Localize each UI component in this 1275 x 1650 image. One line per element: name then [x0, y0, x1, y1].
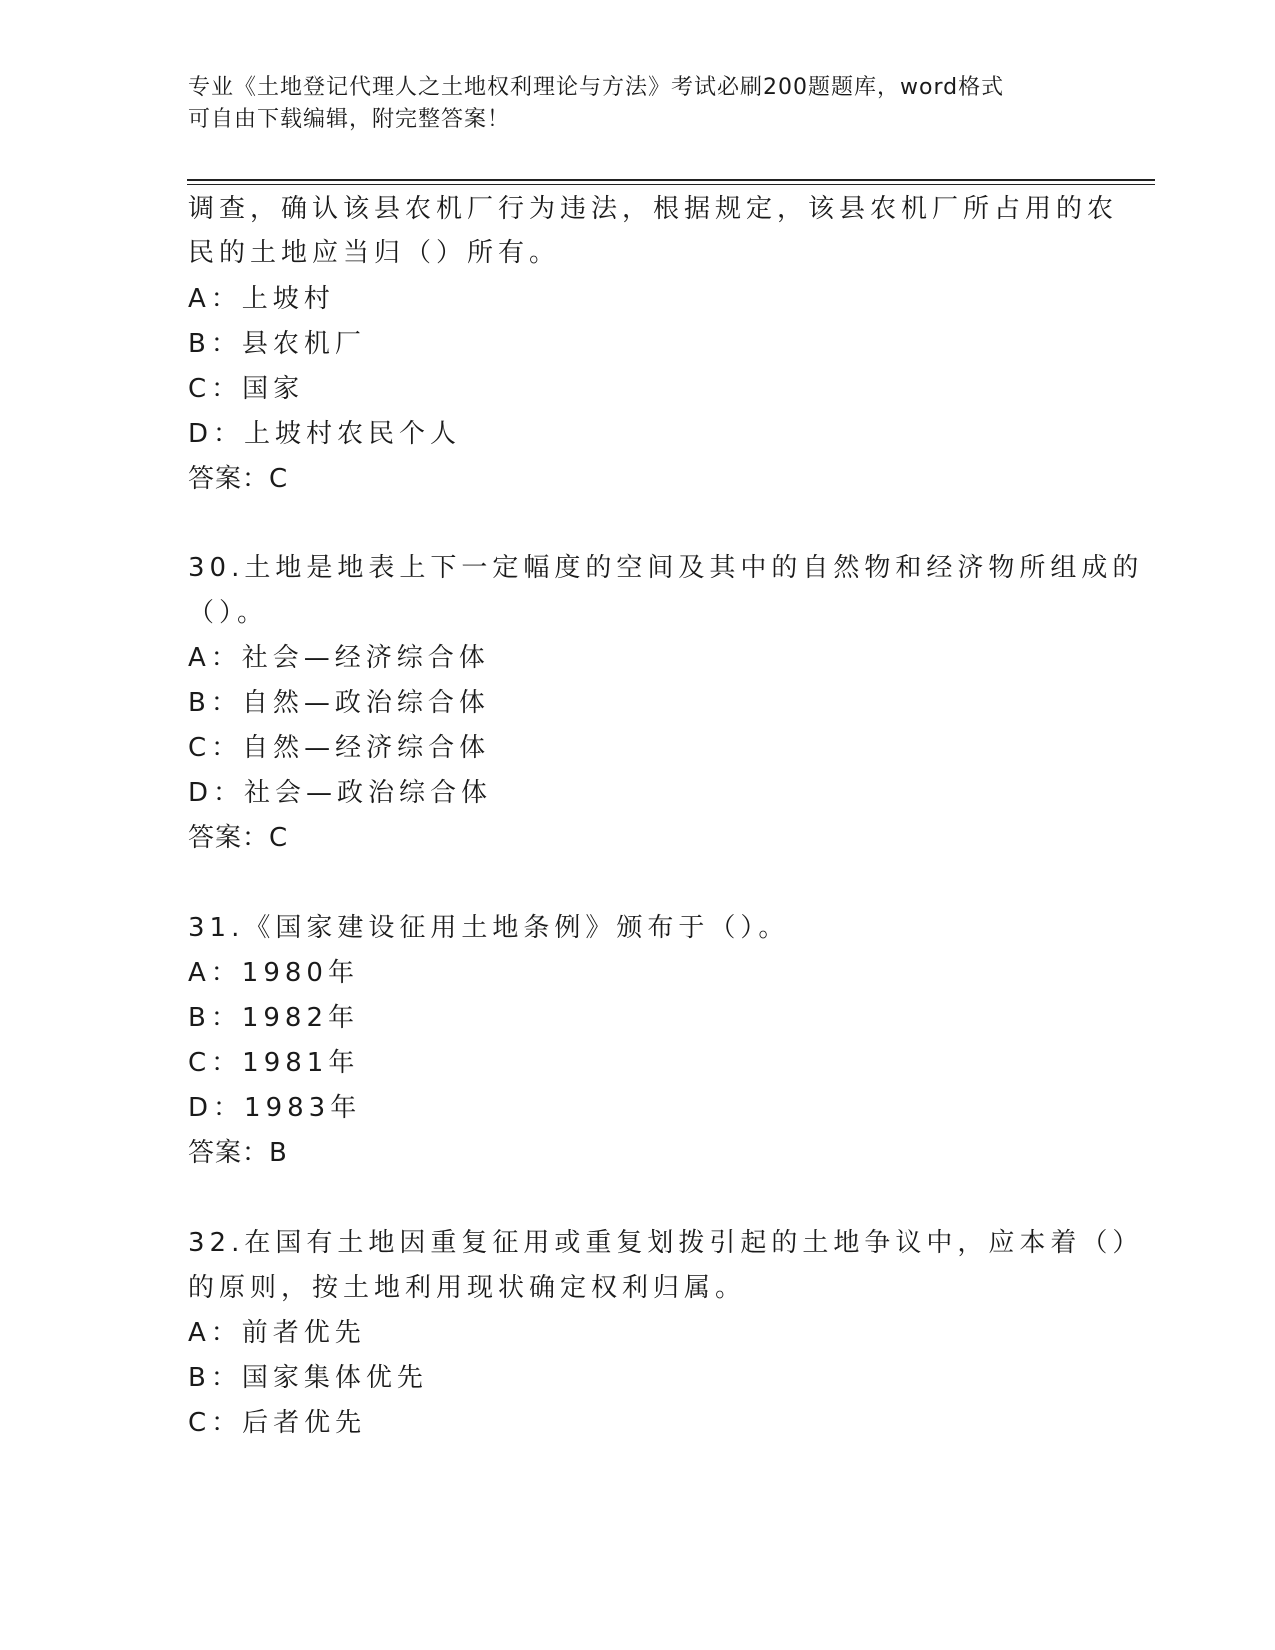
q31-option-b: B：1982年 — [188, 1003, 360, 1033]
q31-answer: 答案：B — [188, 1138, 288, 1168]
q32-option-a: A：前者优先 — [188, 1318, 366, 1348]
q31-option-c: C：1981年 — [188, 1048, 360, 1078]
q30-option-c: C：自然—经济综合体 — [188, 733, 491, 763]
q29-option-b: B：县农机厂 — [188, 329, 366, 359]
header-title-line-1: 专业《土地登记代理人之土地权利理论与方法》考试必刷200题题库，word格式 — [188, 75, 1005, 100]
q31-option-a: A：1980年 — [188, 958, 359, 988]
q31-text-line-1: 31.《国家建设征用土地条例》颁布于（）。 — [188, 913, 790, 943]
q29-option-a: A：上坡村 — [188, 284, 335, 314]
header-divider-thin — [187, 184, 1155, 185]
q30-option-a: A：社会—经济综合体 — [188, 643, 490, 673]
q29-option-c: C：国家 — [188, 374, 305, 404]
q32-text-line-2: 的原则，按土地利用现状确定权利归属。 — [188, 1273, 747, 1303]
q30-option-b: B：自然—政治综合体 — [188, 688, 490, 718]
q29-text-line-2: 民的土地应当归（）所有。 — [188, 238, 561, 268]
q29-option-d: D：上坡村农民个人 — [188, 419, 462, 449]
q32-text-line-1: 32.在国有土地因重复征用或重复划拨引起的土地争议中，应本着（） — [188, 1228, 1144, 1258]
q32-option-c: C：后者优先 — [188, 1408, 367, 1438]
q32-option-b: B：国家集体优先 — [188, 1363, 428, 1393]
q30-answer: 答案：C — [188, 823, 289, 853]
q30-text-line-2: （）。 — [188, 598, 269, 628]
q30-text-line-1: 30.土地是地表上下一定幅度的空间及其中的自然物和经济物所组成的 — [188, 553, 1144, 583]
header-title-line-2: 可自由下载编辑，附完整答案！ — [188, 107, 511, 132]
q30-option-d: D：社会—政治综合体 — [188, 778, 493, 808]
q29-answer: 答案：C — [188, 464, 289, 494]
header-divider-thick — [187, 179, 1155, 181]
q29-text-line-1: 调查，确认该县农机厂行为违法，根据规定，该县农机厂所占用的农 — [188, 194, 1119, 224]
document-header — [188, 72, 1088, 136]
q31-option-d: D：1983年 — [188, 1093, 362, 1123]
